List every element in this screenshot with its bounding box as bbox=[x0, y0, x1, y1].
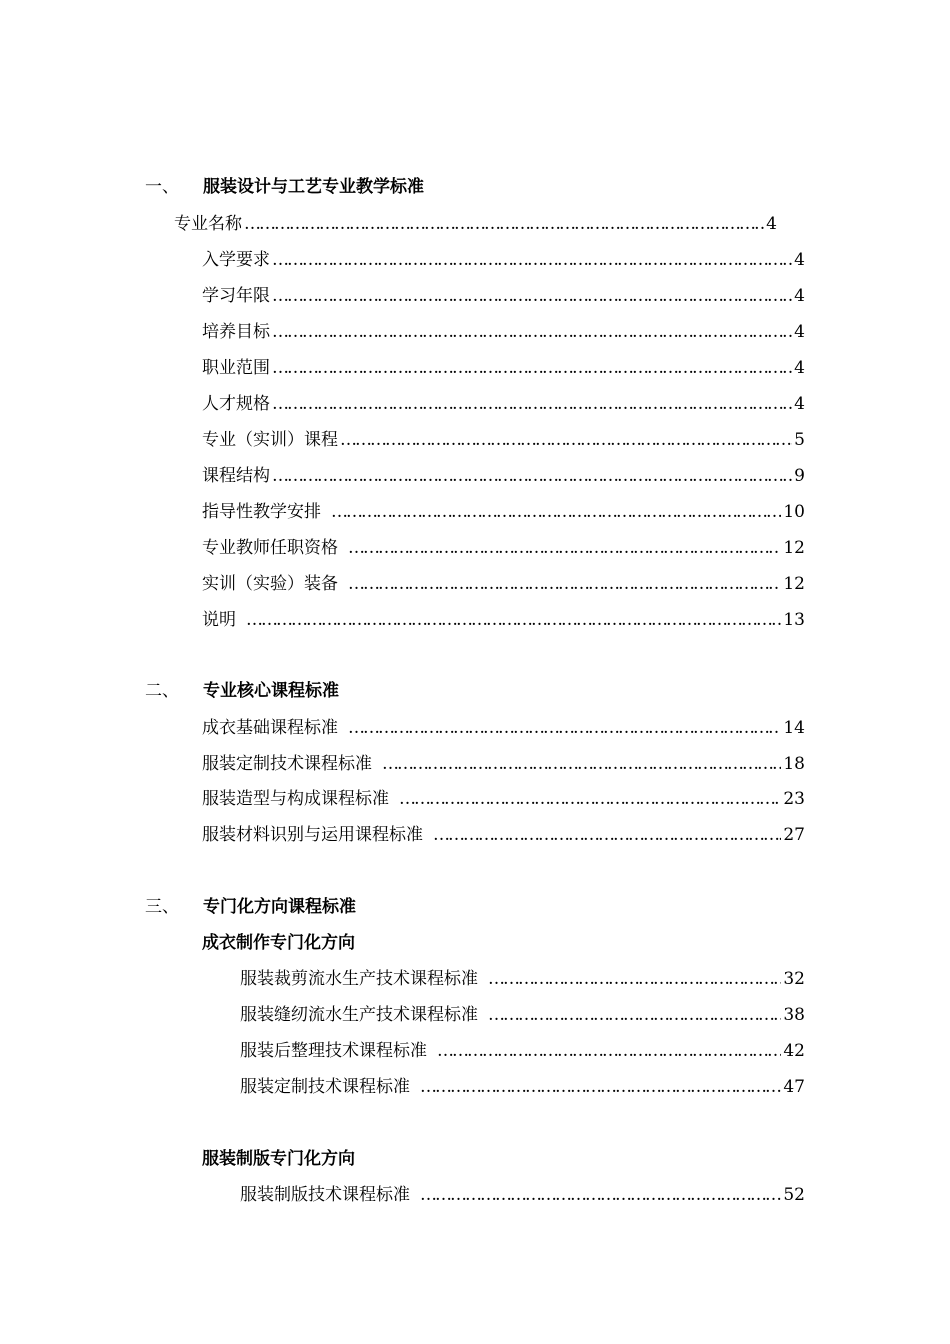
dot-leader bbox=[272, 463, 792, 489]
section-title: 专门化方向课程标准 bbox=[203, 897, 356, 917]
toc-entry[interactable] bbox=[202, 535, 805, 561]
toc-entry-page: 4 bbox=[794, 358, 805, 378]
toc-entry-page: 18 bbox=[783, 754, 805, 774]
toc-entry[interactable] bbox=[202, 607, 805, 633]
toc-entry[interactable] bbox=[240, 1002, 805, 1028]
toc-entry-label: 服装材料识别与运用课程标准 bbox=[202, 825, 423, 845]
toc-entry[interactable] bbox=[202, 355, 805, 381]
dot-leader bbox=[272, 283, 792, 309]
toc-entry-page: 12 bbox=[783, 574, 805, 594]
toc-entry-page: 4 bbox=[794, 250, 805, 270]
section-number: 二、 bbox=[145, 681, 179, 701]
subsection-title: 服装制版专门化方向 bbox=[202, 1149, 355, 1169]
toc-entry[interactable] bbox=[240, 1182, 805, 1208]
dot-leader bbox=[340, 427, 792, 453]
dot-leader bbox=[488, 966, 781, 992]
toc-entry-page: 27 bbox=[783, 825, 805, 845]
toc-entry-label: 实训（实验）装备 bbox=[202, 574, 338, 594]
dot-leader bbox=[244, 211, 764, 237]
dot-leader bbox=[272, 319, 792, 345]
toc-entry[interactable] bbox=[202, 463, 805, 489]
toc-entry[interactable] bbox=[240, 966, 805, 992]
toc-entry-page: 5 bbox=[794, 430, 805, 450]
toc-entry-page: 13 bbox=[783, 610, 805, 630]
toc-entry-page: 12 bbox=[783, 538, 805, 558]
dot-leader bbox=[420, 1074, 781, 1100]
dot-leader bbox=[331, 499, 781, 525]
toc-entry[interactable] bbox=[202, 786, 805, 812]
subsection-title: 成衣制作专门化方向 bbox=[202, 933, 355, 953]
toc-entry-label: 培养目标 bbox=[202, 322, 270, 342]
section-number: 一、 bbox=[145, 177, 179, 197]
dot-leader bbox=[420, 1182, 781, 1208]
toc-entry-page: 4 bbox=[794, 394, 805, 414]
dot-leader bbox=[399, 786, 781, 812]
dot-leader bbox=[382, 751, 781, 777]
section-heading bbox=[145, 678, 545, 704]
toc-entry-page: 4 bbox=[766, 214, 777, 234]
toc-entry-page: 4 bbox=[794, 286, 805, 306]
section-title: 专业核心课程标准 bbox=[203, 681, 339, 701]
section-heading bbox=[145, 894, 545, 920]
toc-entry-label: 服装定制技术课程标准 bbox=[202, 754, 372, 774]
dot-leader bbox=[348, 535, 781, 561]
toc-entry-page: 52 bbox=[783, 1185, 805, 1205]
toc-entry-label: 专业（实训）课程 bbox=[202, 430, 338, 450]
toc-entry-label: 专业名称 bbox=[174, 214, 242, 234]
toc-entry-label: 说明 bbox=[202, 610, 236, 630]
toc-entry-label: 服装制版技术课程标准 bbox=[240, 1185, 410, 1205]
toc-entry[interactable] bbox=[202, 319, 805, 345]
toc-entry[interactable] bbox=[174, 211, 777, 237]
toc-entry-label: 专业教师任职资格 bbox=[202, 538, 338, 558]
toc-entry-label: 职业范围 bbox=[202, 358, 270, 378]
toc-entry-page: 38 bbox=[783, 1005, 805, 1025]
toc-entry[interactable] bbox=[202, 822, 805, 848]
toc-entry-label: 成衣基础课程标准 bbox=[202, 718, 338, 738]
toc-entry[interactable] bbox=[202, 427, 805, 453]
toc-entry-page: 9 bbox=[794, 466, 805, 486]
toc-entry[interactable] bbox=[202, 247, 805, 273]
toc-entry-page: 23 bbox=[783, 789, 805, 809]
toc-entry[interactable] bbox=[202, 283, 805, 309]
toc-entry-page: 10 bbox=[783, 502, 805, 522]
toc-entry[interactable] bbox=[202, 571, 805, 597]
toc-entry[interactable] bbox=[202, 391, 805, 417]
toc-entry-label: 课程结构 bbox=[202, 466, 270, 486]
dot-leader bbox=[348, 571, 781, 597]
toc-entry-page: 14 bbox=[783, 718, 805, 738]
toc-entry-label: 服装后整理技术课程标准 bbox=[240, 1041, 427, 1061]
toc-entry-label: 服装定制技术课程标准 bbox=[240, 1077, 410, 1097]
dot-leader bbox=[272, 391, 792, 417]
toc-entry-label: 服装缝纫流水生产技术课程标准 bbox=[240, 1005, 478, 1025]
toc-entry-page: 47 bbox=[783, 1077, 805, 1097]
toc-entry-page: 4 bbox=[794, 322, 805, 342]
section-title: 服装设计与工艺专业教学标准 bbox=[203, 177, 424, 197]
toc-entry[interactable] bbox=[202, 751, 805, 777]
toc-entry[interactable] bbox=[240, 1038, 805, 1064]
section-heading bbox=[145, 174, 545, 200]
dot-leader bbox=[272, 247, 792, 273]
toc-entry[interactable] bbox=[202, 499, 805, 525]
dot-leader bbox=[437, 1038, 781, 1064]
toc-entry-label: 人才规格 bbox=[202, 394, 270, 414]
toc-entry-label: 入学要求 bbox=[202, 250, 270, 270]
toc-entry-page: 42 bbox=[783, 1041, 805, 1061]
dot-leader bbox=[348, 715, 781, 741]
section-number: 三、 bbox=[145, 897, 179, 917]
toc-entry-label: 服装造型与构成课程标准 bbox=[202, 789, 389, 809]
toc-entry[interactable] bbox=[202, 715, 805, 741]
dot-leader bbox=[246, 607, 781, 633]
toc-entry-page: 32 bbox=[783, 969, 805, 989]
toc-entry-label: 指导性教学安排 bbox=[202, 502, 321, 522]
dot-leader bbox=[488, 1002, 781, 1028]
dot-leader bbox=[272, 355, 792, 381]
toc-entry-label: 服装裁剪流水生产技术课程标准 bbox=[240, 969, 478, 989]
dot-leader bbox=[433, 822, 781, 848]
toc-entry-label: 学习年限 bbox=[202, 286, 270, 306]
toc-entry[interactable] bbox=[240, 1074, 805, 1100]
